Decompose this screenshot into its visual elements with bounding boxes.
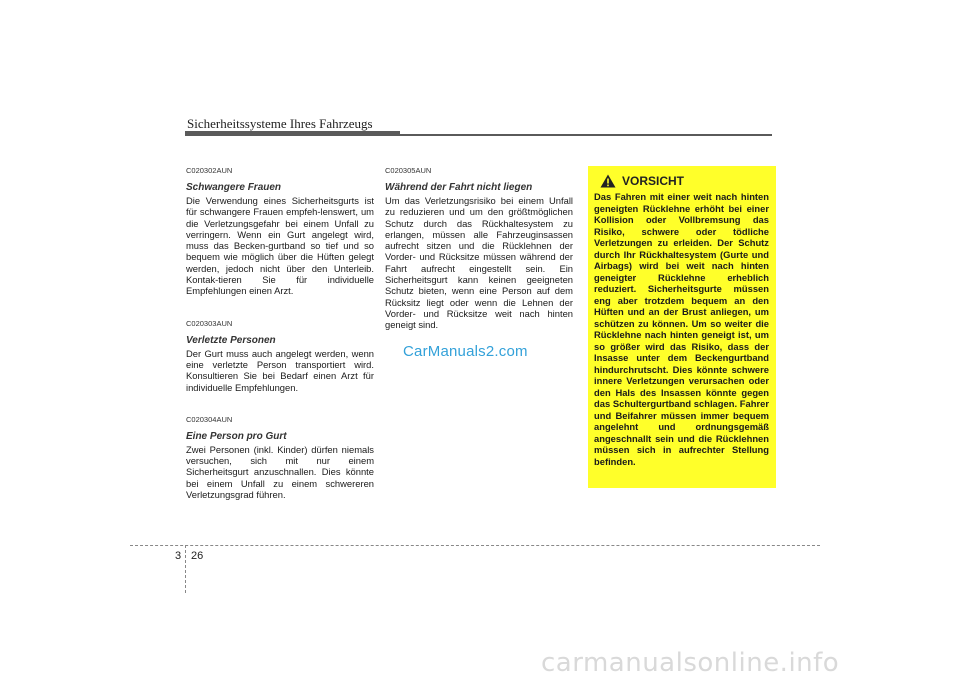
- section-heading: Schwangere Frauen: [186, 182, 282, 193]
- warning-header: [594, 174, 769, 188]
- site-watermark: carmanualsonline.info: [541, 648, 840, 678]
- warning-box: [588, 166, 776, 488]
- section-code: C020304AUN: [186, 414, 233, 424]
- section-text: Zwei Personen (inkl. Kinder) dürfen niemals versuchen, sich mit nur einem Sicherheitsgurt anzuschnallen. Dies könnte bei einem Unfall zu einem schwereren Verletzungsgrad führen.: [186, 443, 374, 501]
- warning-text: Das Fahren mit einer weit nach hinten geneigten Rücklehne erhöht bei einer Kollision oder Vollbremsung das Risiko, schwere oder tödliche Verletzungen zu erleiden. Der Schutz durch Ihr Rückhaltesystem (Gurte und Airbags) wird bei weit nach hinten geneigter Rücklehne erheblich reduziert. Sicherheitsgurte müssen eng aber trotzdem bequem an den Hüften und an der Brust anliegen, um schützen zu können. Um so weiter die Rücklehne nach hinten geneigt ist, um so größer wird das Risiko, dass der Insasse unter dem Beckengurtband hindurchrutscht. Dies könnte schwere innere Verletzungen verursachen oder den Hals des Insassen könnte gegen das Schultergurtband schlagen. Fahrer und Beifahrer müssen immer bequem angelehnt und ordnungsgemäß angeschnallt sein und die Rücklehnen müssen sich in aufrechter Stellung befinden.: [594, 191, 769, 467]
- header-bar: [185, 131, 400, 136]
- page-number: 26: [191, 550, 204, 562]
- section-code: C020302AUN: [186, 166, 233, 175]
- section-heading: Eine Person pro Gurt: [186, 430, 287, 442]
- section-code: C020305AUN: [385, 166, 432, 175]
- section-code: C020303AUN: [186, 318, 233, 328]
- header-rule: [400, 134, 772, 136]
- section-text: Um das Verletzungsrisiko bei einem Unfall zu reduzieren und um den größtmöglichen Schutz durch das Rückhaltesystem zu erlangen, müssen alle Fahrzeuginsassen aufrecht sitzen und die Rücklehnen der Vorder- und Rücksitze müssen während der Fahrt aufrecht eingestellt sein. Ein Sicherheitsgurt kann keinen geeigneten Schutz bieten, wenn eine Person auf dem Rücksitz liegt oder wenn die Lehnen der Vorder- und Rücksitze weit nach hinten geneigt sind.: [385, 195, 573, 331]
- section-text: Die Verwendung eines Sicherheitsgurts ist für schwangere Frauen empfeh-lenswert, um die Verletzungsgefahr bei einem Unfall zu verringern. Wenn ein Gurt angelegt wird, muss das Becken-gurtband so tief und so bequem wie möglich über die Hüften gelegt werden, jedoch nicht über den Unterleib. Kontak-tieren Sie für individuelle Empfehlungen einen Arzt.: [186, 195, 374, 297]
- middle-column: [385, 166, 573, 353]
- section-text: Der Gurt muss auch angelegt werden, wenn eine verletzte Person transportiert wird. Konsultieren Sie bei Bedarf einen Arzt für individuelle Empfehlungen.: [186, 347, 374, 393]
- footer-divider: [130, 545, 820, 546]
- footer-vertical-divider: [185, 545, 186, 593]
- section-verletzte-personen: [186, 319, 374, 393]
- chapter-number: 3: [175, 550, 182, 562]
- section-schwangere-frauen: [186, 166, 374, 297]
- page-header-title: Sicherheitssysteme Ihres Fahrzeugs: [187, 116, 373, 131]
- section-heading: Verletzte Personen: [186, 334, 276, 346]
- warning-title: VORSICHT: [622, 174, 685, 188]
- section-eine-person-pro-gurt: [186, 415, 374, 500]
- watermark: CarManuals2.com: [403, 343, 528, 360]
- section-heading: Während der Fahrt nicht liegen: [385, 182, 533, 193]
- left-column: [186, 166, 374, 522]
- section-waehrend-der-fahrt: [385, 166, 573, 331]
- warning-triangle-icon: [600, 174, 616, 188]
